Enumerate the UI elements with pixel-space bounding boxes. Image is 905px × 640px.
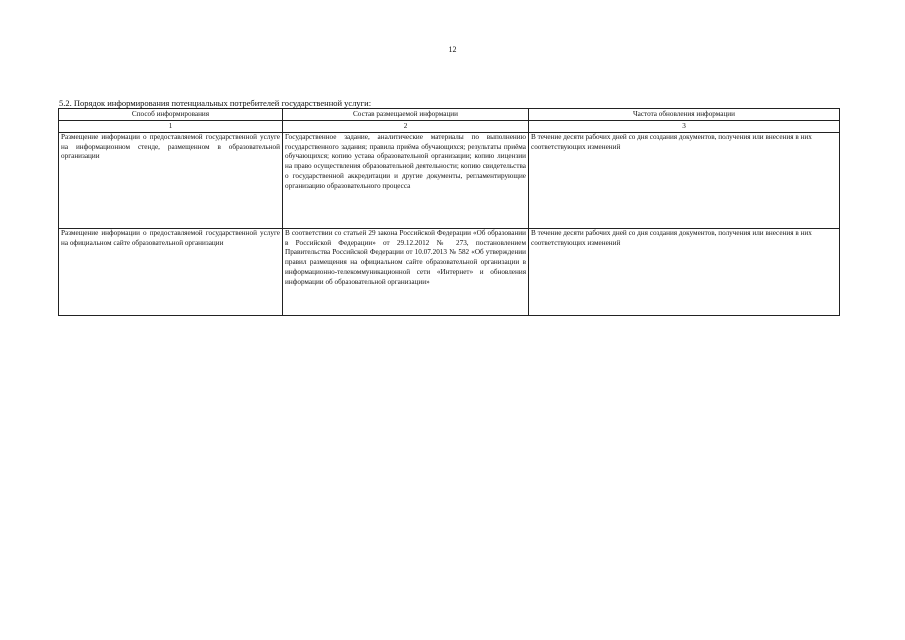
cell-frequency: В течение десяти рабочих дней со дня создания документов, получения или внесения в них соответствующих изменений — [529, 229, 840, 316]
page-number: 12 — [448, 45, 457, 54]
cell-content: Государственное задание, аналитические материалы по выполнению государственного задания; правила приёма обучающихся; результаты приёма обучающихся; копию устава образовательной организации; копию лицензии на право осуществления образовательной деятельности; копию свидетельства о государственной аккредитации и другие документы, регламентирующие организацию образовательного процесса — [283, 133, 529, 229]
section-heading: 5.2. Порядок информирования потенциальных потребителей государственной услуги: — [59, 98, 372, 108]
cell-frequency: В течение десяти рабочих дней со дня создания документов, получения или внесения в них соответствующих изменений — [529, 133, 840, 229]
table-header-row — [59, 109, 840, 121]
table-row — [59, 133, 840, 229]
cell-content: В соответствии со статьей 29 закона Российской Федерации «Об образовании в Российской Федерации» от 29.12.2012 № 273, постановлением Правительства Российской Федерации от 10.07.2013 № 582 «Об утверждении правил размещения на официальном сайте образовательной организации в информационно-телекоммуникационной сети «Интернет» и обновления информации об образовательной организации» — [283, 229, 529, 316]
column-number-row — [59, 121, 840, 133]
cell-method: Размещение информации о предоставляемой государственной услуге на официальном сайте образовательной организации — [59, 229, 283, 316]
column-header-content: Состав размещаемой информации — [283, 109, 529, 121]
column-header-method: Способ информирования — [59, 109, 283, 121]
information-table — [58, 108, 840, 316]
column-number-2: 2 — [283, 121, 529, 133]
column-number-1: 1 — [59, 121, 283, 133]
column-number-3: 3 — [529, 121, 840, 133]
column-header-frequency: Частота обновления информации — [529, 109, 840, 121]
cell-method: Размещение информации о предоставляемой государственной услуге на информационном стенде, размещенном в образовательной организации — [59, 133, 283, 229]
table-row — [59, 229, 840, 316]
